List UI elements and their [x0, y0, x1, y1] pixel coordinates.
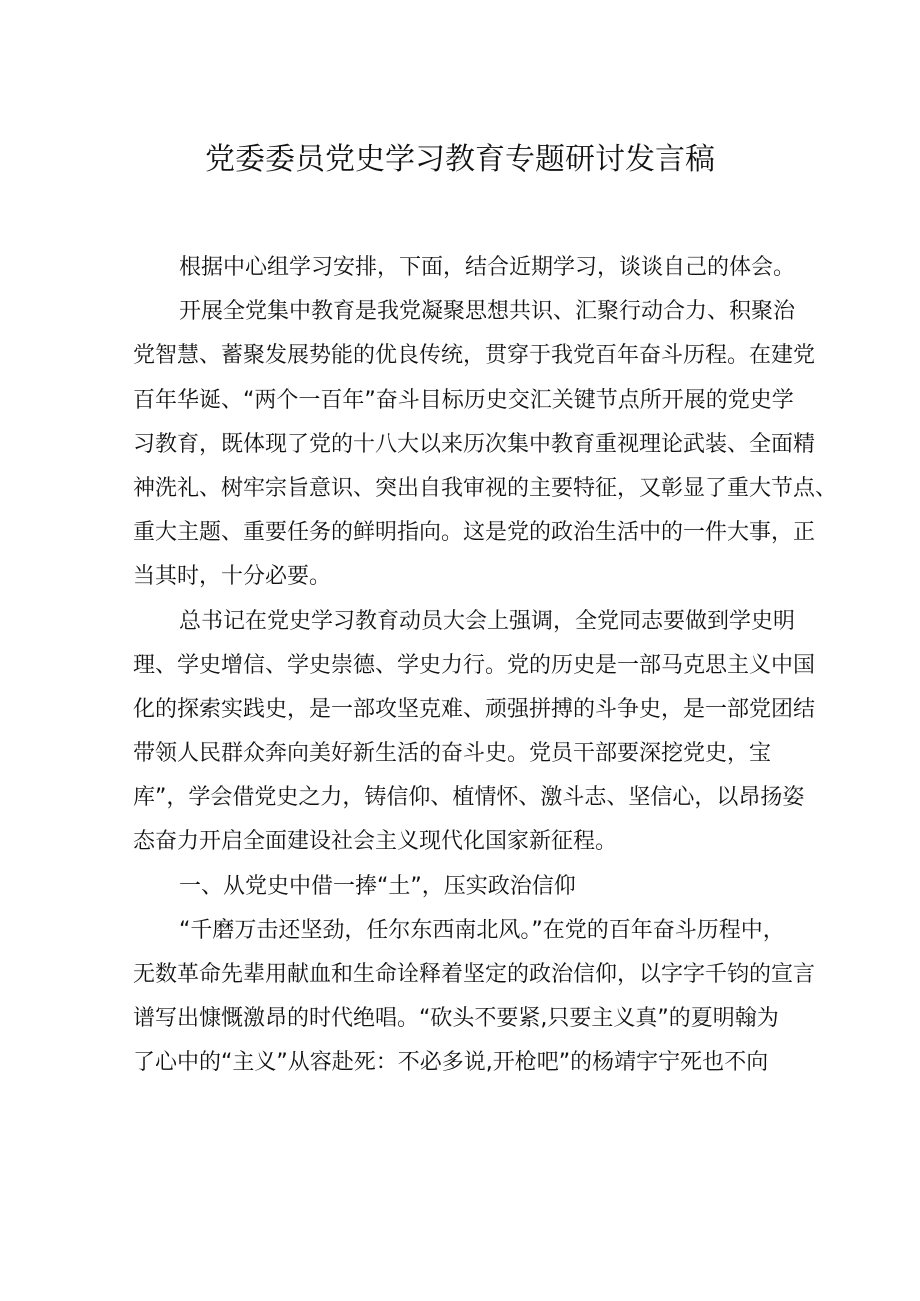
paragraph-line: 党智慧、蓄聚发展势能的优良传统，贯穿于我党百年奋斗历程。在建党	[133, 343, 816, 369]
section-heading: 一、从党史中借一捧“土”，压实政治信仰	[179, 873, 576, 899]
paragraph-line: 态奋力开启全面建设社会主义现代化国家新征程。	[133, 829, 618, 855]
paragraph-line: 库”，学会借党史之力，铸信仰、植情怀、激斗志、坚信心，以昂扬姿	[133, 785, 805, 811]
paragraph-line: 谱写出慷慨激昂的时代绝唱。“砍头不要紧,只要主义真”的夏明翰为	[133, 1006, 779, 1032]
paragraph-line: 当其时，十分必要。	[133, 564, 332, 590]
paragraph-line: 了心中的“主义”从容赴死：不必多说,开枪吧”的杨靖宇宁死也不向	[133, 1050, 769, 1076]
paragraph-line: “千磨万击还坚劲，任尔东西南北风。”在党的百年奋斗历程中，	[179, 917, 785, 943]
paragraph-line: 化的探索实践史，是一部攻坚克难、顽强拼搏的斗争史，是一部党团结	[133, 696, 816, 722]
paragraph-line: 无数革命先辈用献血和生命诠释着坚定的政治信仰，以字字千钧的宣言	[133, 962, 816, 987]
document-body	[133, 246, 838, 1086]
paragraph-line: 开展全党集中教育是我党凝聚思想共识、汇聚行动合力、积聚治	[179, 299, 796, 325]
paragraph-line: 根据中心组学习安排，下面，结合近期学习，谈谈自己的体会。	[179, 255, 796, 280]
paragraph-line: 理、学史增信、学史崇德、学史力行。党的历史是一部马克思主义中国	[133, 652, 816, 678]
paragraph-line: 神洗礼、树牢宗旨意识、突出自我审视的主要特征，又彰显了重大节点、	[133, 475, 838, 501]
paragraph-line: 重大主题、重要任务的鲜明指向。这是党的政治生活中的一件大事，正	[133, 520, 816, 546]
paragraph-line: 带领人民群众奔向美好新生活的奋斗史。党员干部要深挖党史，宝	[133, 741, 772, 767]
paragraph-line: 总书记在党史学习教育动员大会上强调，全党同志要做到学史明	[179, 608, 796, 634]
paragraph-line: 百年华诞、“两个一百年”奋斗目标历史交汇关键节点所开展的党史学	[133, 387, 794, 413]
paragraph-line: 习教育，既体现了党的十八大以来历次集中教育重视理论武装、全面精	[133, 431, 816, 457]
document-title: 党委委员党史学习教育专题研讨发言稿	[205, 142, 715, 177]
